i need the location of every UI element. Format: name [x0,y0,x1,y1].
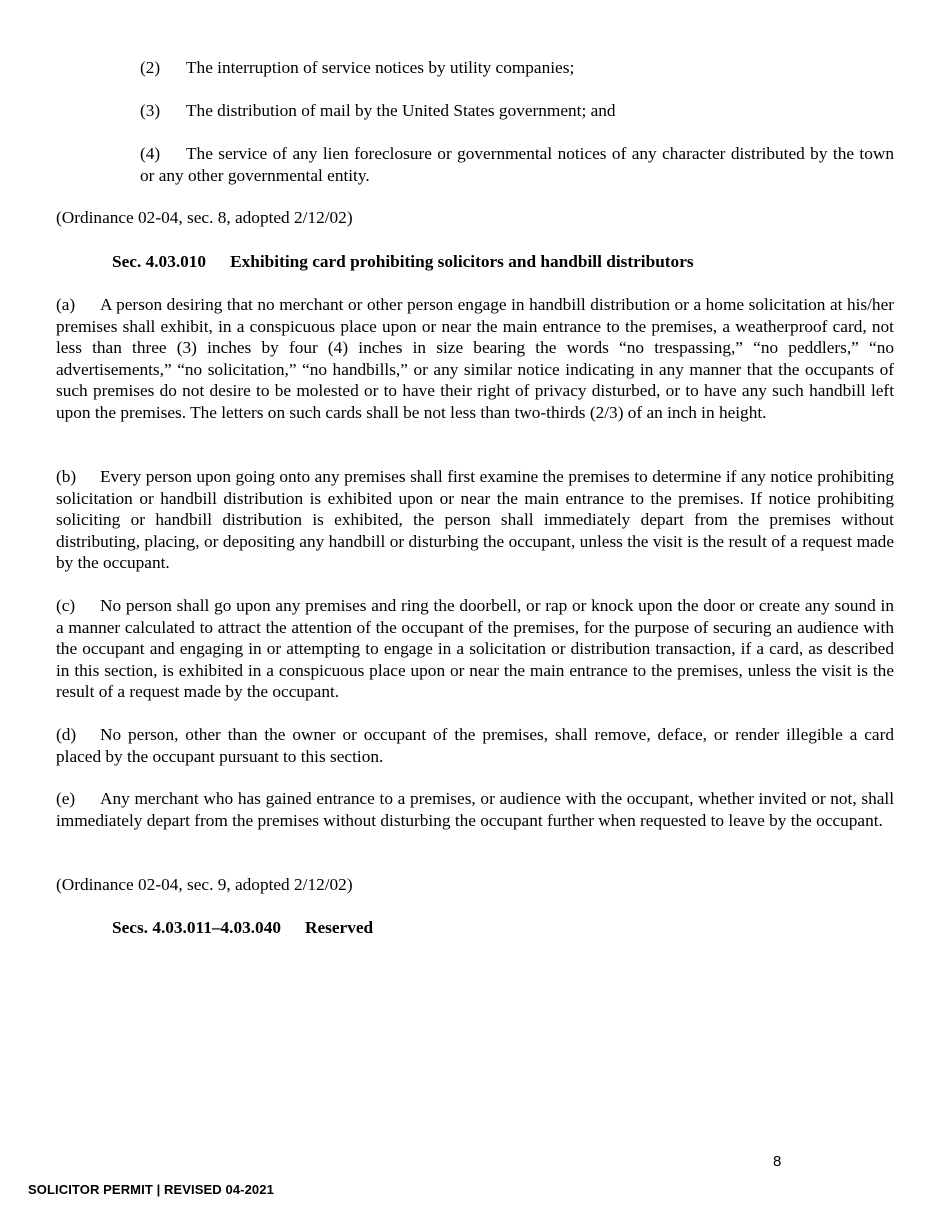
section-heading-title: Exhibiting card prohibiting solicitors and handbill distributors [230,252,694,271]
subsection-d [56,724,894,767]
reserved-heading [112,917,373,939]
subsection-e [56,788,894,831]
subsection-c [56,595,894,703]
list-item-text: The distribution of mail by the United States government; and [186,101,616,120]
list-item-number: (4) [140,144,161,163]
list-item-number: (2) [140,58,161,77]
subsection-text: Any merchant who has gained entrance to a premises, or audience with the occupant, whether invited or not, shall immediately depart from the premises without disturbing the occupant further when requested to leave by the occupant. [56,789,894,830]
reserved-heading-title: Reserved [304,918,374,937]
list-item [140,57,894,79]
subsection-text: No person, other than the owner or occupant of the premises, shall remove, deface, or render illegible a card placed by the occupant pursuant to this section. [56,725,894,766]
subsection-a [56,294,894,423]
section-heading-number: Sec. 4.03.010 [112,252,207,271]
subsection-text: No person shall go upon any premises and ring the doorbell, or rap or knock upon the door or create any sound in a manner calculated to attract the attention of the occupant of the premises, for the purpose of securing an audience with the occupant and engaging in or attempting to engage in a solicitation or distribution transaction, if a card, as described in this section, is exhibited in a conspicuous place upon or near the main entrance to the premises, unless the visit is the result of a request made by the occupant. [56,596,894,701]
subsection-mark: (b) [56,467,77,486]
ordinance-note: (Ordinance 02-04, sec. 8, adopted 2/12/02) [56,208,353,227]
section-heading [112,251,694,273]
page-number: 8 [773,1153,782,1170]
subsection-mark: (c) [56,596,76,615]
list-item-text: The service of any lien foreclosure or governmental notices of any character distributed by the town or any other governmental entity. [140,144,894,185]
subsection-text: A person desiring that no merchant or other person engage in handbill distribution or a home solicitation at his/her premises shall exhibit, in a conspicuous place upon or near the main entrance to the premises, a weatherproof card, not less than three (3) inches by four (4) inches in size bearing the words “no trespassing,” “no peddlers,” “no advertisements,” “no solicitation,” “no handbills,” or any similar notice indicating in any manner that the occupants of such premises do not desire to be molested or to have their right of privacy disturbed, or to have any such handbill left upon the premises. The letters on such cards shall be not less than two-thirds (2/3) of an inch in height. [56,295,894,422]
reserved-heading-number: Secs. 4.03.011–4.03.040 [112,918,281,937]
subsection-mark: (d) [56,725,77,744]
list-item-text: The interruption of service notices by utility companies; [186,58,575,77]
list-item [140,100,894,122]
list-item-number: (3) [140,101,161,120]
list-item [140,143,894,186]
subsection-mark: (e) [56,789,76,808]
ordinance-note: (Ordinance 02-04, sec. 9, adopted 2/12/02) [56,875,353,894]
footer-text: SOLICITOR PERMIT | REVISED 04-2021 [28,1182,274,1197]
subsection-mark: (a) [56,295,76,314]
subsection-text: Every person upon going onto any premises shall first examine the premises to determine if any notice prohibiting solicitation or handbill distribution is exhibited upon or near the main entrance to the premises. If notice prohibiting soliciting or handbill distribution is exhibited, the person shall immediately depart from the premises without distributing, placing, or depositing any handbill or disturbing the occupant, unless the visit is the result of a request made by the occupant. [56,467,894,572]
subsection-b [56,466,894,574]
